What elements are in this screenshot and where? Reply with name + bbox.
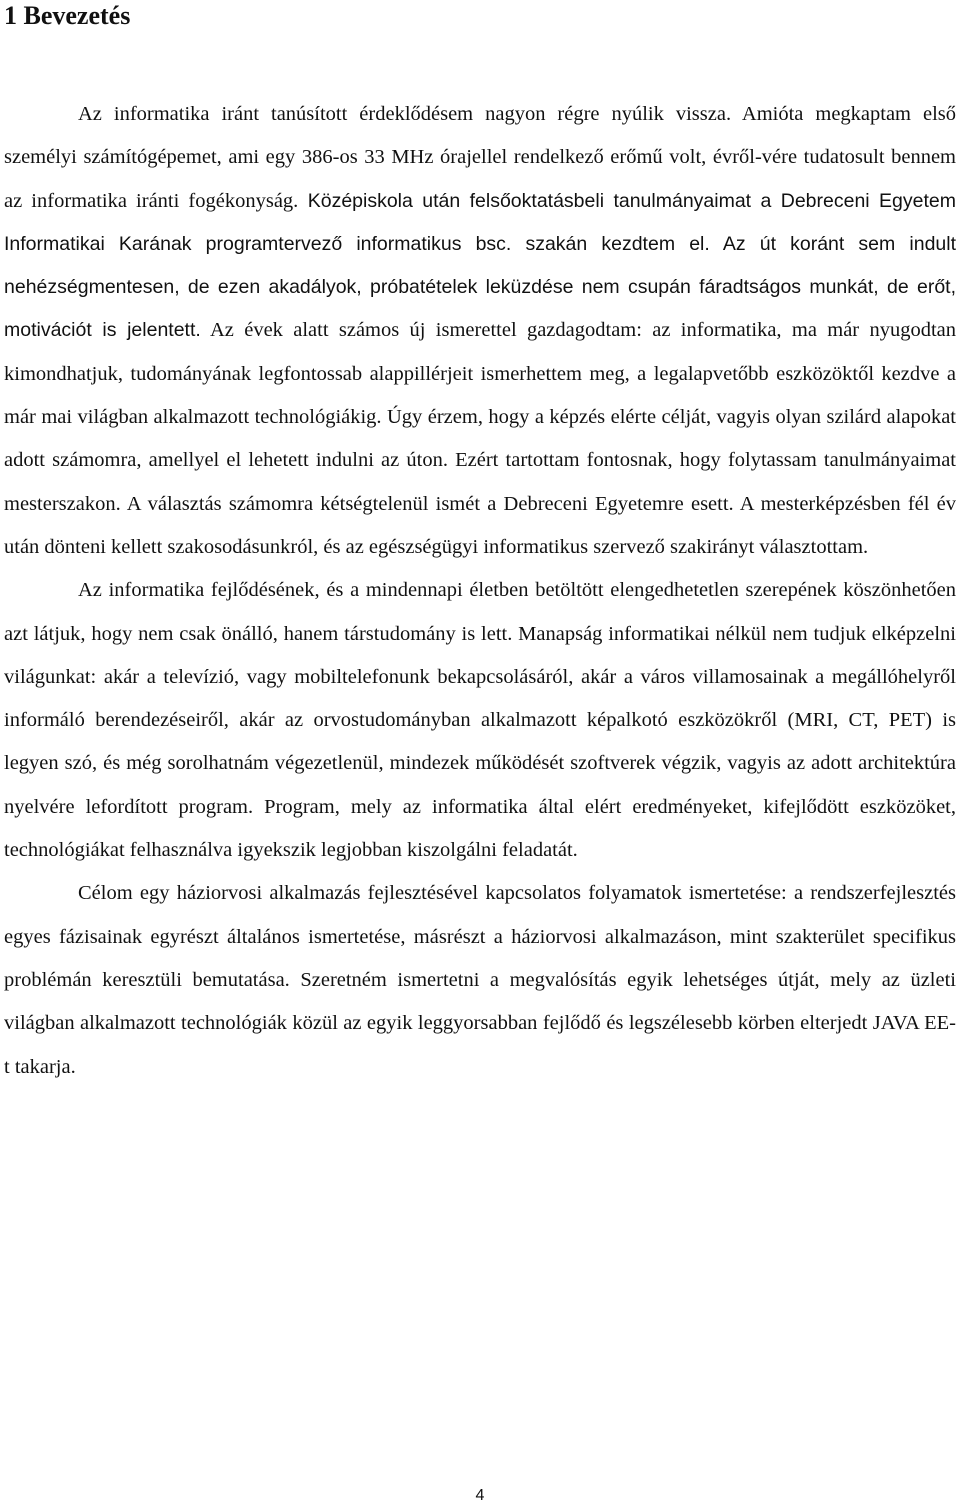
document-page [4, 0, 956, 1089]
paragraph-1-sentences-c: Az út koránt sem indult nehézségmentesen, de ezen akadályok, próbatételek leküzdése nem csupán fáradtságos munkát, de erőt, motivációt is jelentett. [4, 232, 957, 342]
paragraph-1-sentences-d: Az évek alatt számos új ismerettel gazdagodtam: az informatika, ma már nyugodtan kimondhatjuk, tudományának legfontossab alappillérjeit ismerhettem meg, a legalapvetőbb eszközöktől kezdve a már mai világban alkalmazott technológiákig. Úgy érzem, hogy a képzés elérte célját, vagyis olyan szilárd alapokat adott számomra, amellyel el lehetett indulni az úton. Ezért tartottam fontosnak, hogy folytassam tanulmányaimat mesterszakon. A választás számomra kétségtelenül ismét a Debreceni Egyetemre esett. A mesterképzésben fél év után dönteni kellett szakosodásunkról, és az egészségügyi informatikus szervező szakirányt választottam. [4, 319, 956, 558]
paragraph-1-sentences-a: Az informatika iránt tanúsított érdeklődésem nagyon régre nyúlik vissza. Amióta megkaptam első személyi számítógépemet, ami egy 386-os 33 MHz órajellel rendelkező erőmű volt, évről-vére tudatosult bennem az informatika iránti fogékonyság. [4, 103, 956, 212]
paragraph-1 [4, 93, 956, 569]
section-heading: 1 Bevezetés [4, 1, 131, 30]
paragraph-2: Az informatika fejlődésének, és a mindennapi életben betöltött elengedhetetlen szerepének köszönhetően azt látjuk, hogy nem csak önálló, hanem társtudomány is lett. Manapság informatikai nélkül nem tudjuk elképzelni világunkat: akár a televízió, vagy mobiltelefonunk bekapcsolásáról, akár a város villamosainak a megállóhelyről informáló berendezéseiről, akár az orvostudományban alkalmazott képalkotó eszközökről (MRI, CT, PET) is legyen szó, és még sorolhatnám végezetlenül, mindezek működését szoftverek végzik, vagyis az adott architektúra nyelvére lefordított program. Program, mely az informatika által elért eredményeket, kifejlődött eszközöket, technológiákat felhasználva igyekszik legjobban kiszolgálni feladatát. [4, 579, 956, 862]
paragraph-3: Célom egy háziorvosi alkalmazás fejlesztésével kapcsolatos folyamatok ismertetése: a rendszerfejlesztés egyes fázisainak egyrészt általános ismertetése, másrészt a háziorvosi alkalmazáson, mint szakterület specifikus problémán keresztüli bemutatása. Szeretném ismertetni a megvalósítás egyik lehetséges útját, mely az üzleti világban alkalmazott technológiák közül az egyik leggyorsabban fejlődő és legszélesebb körben elterjedt JAVA EE-t takarja. [4, 882, 956, 1078]
page-number: 4 [475, 1487, 485, 1504]
paragraph-1-sentences-b: Középiskola után felsőoktatásbeli tanulmányaimat a Debreceni Egyetem Informatikai Karának programtervező informatikus bsc. szakán kezdtem el. [4, 189, 956, 255]
